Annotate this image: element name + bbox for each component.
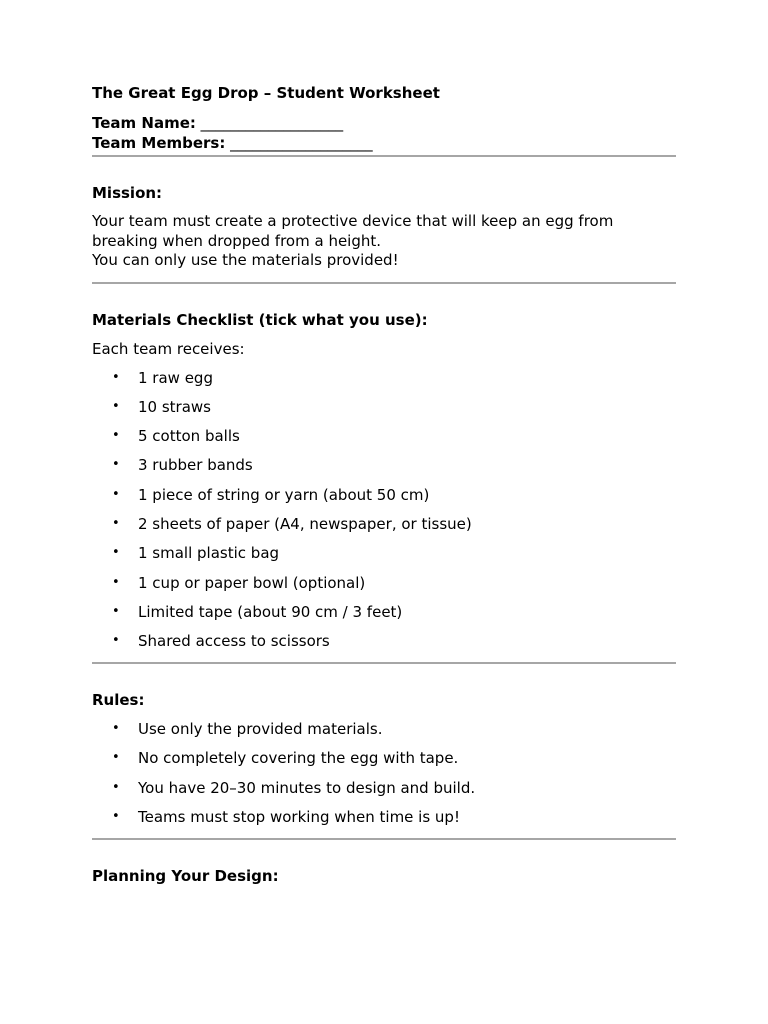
rule-item: [92, 778, 676, 807]
planning-heading: Planning Your Design:: [92, 867, 279, 886]
page-title: The Great Egg Drop – Student Worksheet: [92, 84, 440, 102]
divider-4: [92, 838, 676, 840]
checklist-item-label: 2 sheets of paper (A4, newspaper, or tissue): [138, 514, 472, 533]
checklist-item: [92, 514, 676, 543]
rule-item-label: Teams must stop working when time is up!: [138, 808, 460, 827]
bullet-icon: •: [112, 721, 120, 737]
checklist-item-label: 3 rubber bands: [138, 456, 253, 475]
checklist-item: [92, 573, 676, 602]
bullet-icon: •: [112, 633, 120, 649]
bullet-icon: •: [112, 398, 120, 414]
divider-3: [92, 662, 676, 664]
bullet-icon: •: [112, 515, 120, 531]
bullet-icon: •: [112, 369, 120, 385]
team-name-label: Team Name:: [92, 114, 196, 132]
checklist-item-label: 1 cup or paper bowl (optional): [138, 573, 366, 592]
team-name-line: [92, 113, 676, 133]
bullet-icon: •: [112, 545, 120, 561]
materials-list: [92, 368, 676, 652]
checklist-item-label: 1 piece of string or yarn (about 50 cm): [138, 485, 430, 504]
rule-item-label: You have 20–30 minutes to design and build.: [138, 778, 476, 797]
mission-text: [92, 212, 676, 271]
checklist-item: [92, 426, 676, 455]
bullet-icon: •: [112, 779, 120, 795]
checklist-item-label: Limited tape (about 90 cm / 3 feet): [138, 602, 403, 621]
mission-line-1: Your team must create a protective device that will keep an egg from: [92, 212, 614, 230]
checklist-item-label: 1 small plastic bag: [138, 544, 280, 563]
bullet-icon: •: [112, 486, 120, 502]
team-members-label: Team Members:: [92, 134, 226, 152]
checklist-item-label: Shared access to scissors: [138, 632, 330, 651]
checklist-item-label: 5 cotton balls: [138, 427, 240, 446]
bullet-icon: •: [112, 428, 120, 444]
checklist-item: [92, 368, 676, 397]
rule-item-label: No completely covering the egg with tape.: [138, 749, 459, 768]
rule-item: [92, 748, 676, 777]
bullet-icon: •: [112, 809, 120, 825]
materials-heading: Materials Checklist (tick what you use):: [92, 310, 428, 329]
divider-2: [92, 282, 676, 284]
rule-item: [92, 807, 676, 827]
materials-intro: Each team receives:: [92, 339, 245, 358]
team-members-blank: ___________________: [230, 134, 373, 152]
checklist-item: [92, 455, 676, 484]
rules-list: [92, 719, 676, 827]
checklist-item-label: 1 raw egg: [138, 368, 213, 387]
divider-1: [92, 155, 676, 157]
rule-item-label: Use only the provided materials.: [138, 720, 383, 739]
checklist-item-label: 10 straws: [138, 397, 211, 416]
checklist-item: [92, 397, 676, 426]
mission-line-2: breaking when dropped from a height.: [92, 231, 382, 250]
bullet-icon: •: [112, 574, 120, 590]
rule-item: [92, 719, 676, 748]
bullet-icon: •: [112, 457, 120, 473]
bullet-icon: •: [112, 603, 120, 619]
mission-heading: Mission:: [92, 184, 163, 202]
team-name-blank: ___________________: [200, 114, 344, 132]
checklist-item: [92, 543, 676, 572]
bullet-icon: •: [112, 750, 120, 766]
mission-line-3: You can only use the materials provided!: [92, 251, 399, 269]
rules-heading: Rules:: [92, 691, 145, 710]
checklist-item: [92, 602, 676, 631]
team-members-line: [92, 133, 676, 153]
checklist-item: [92, 485, 676, 514]
checklist-item: [92, 631, 676, 651]
